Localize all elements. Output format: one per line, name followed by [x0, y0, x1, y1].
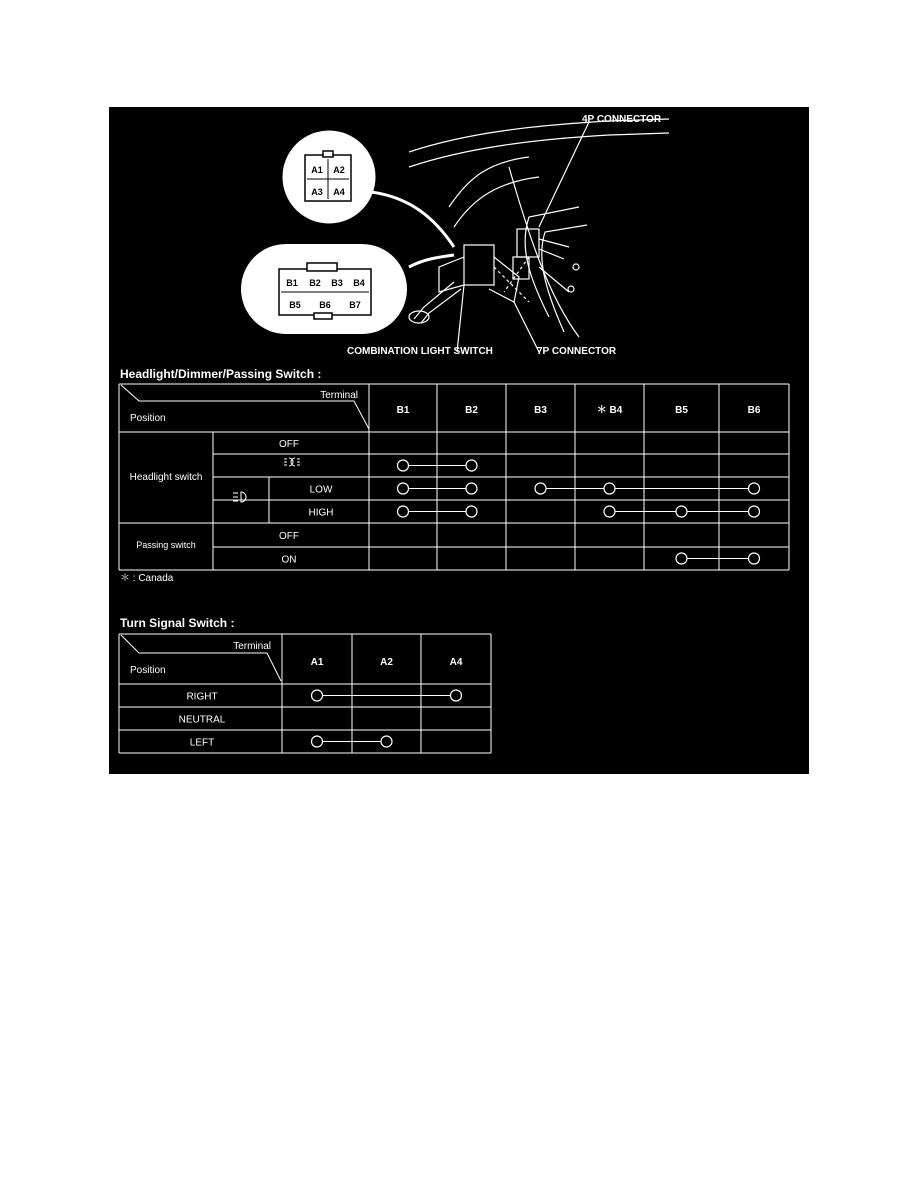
connector-7p-pin-B1: B1: [286, 278, 298, 288]
corner-terminal-label: Terminal: [320, 390, 358, 401]
headlight-row-5-connection-0: [676, 553, 760, 564]
terminal-header-A1: A1: [310, 657, 324, 668]
terminal-header-B2: B2: [465, 405, 478, 416]
row-label-right: RIGHT: [186, 691, 218, 703]
corner-position-label: Position: [130, 665, 166, 676]
callout-combination-switch: COMBINATION LIGHT SWITCH: [347, 346, 493, 357]
terminal-header-B6: B6: [747, 405, 761, 416]
turn-signal-table: [109, 627, 529, 757]
terminal-point: [749, 483, 760, 494]
diagram-panel: [109, 107, 809, 774]
row-label-neutral: NEUTRAL: [178, 714, 226, 726]
terminal-header-A4: A4: [449, 657, 463, 668]
terminal-point: [466, 506, 477, 517]
callout-7p-connector: 7P CONNECTOR: [537, 346, 617, 357]
terminal-point: [466, 483, 477, 494]
headlight-switch-label: Headlight switch: [129, 472, 203, 483]
terminal-header-B5: B5: [675, 405, 688, 416]
headlight-row-3-connection-1: [604, 506, 760, 517]
terminal-point: [676, 506, 687, 517]
terminal-point: [676, 553, 687, 564]
terminal-point: [312, 690, 323, 701]
terminal-header-B3: B3: [534, 405, 547, 416]
row-label-on: ON: [281, 554, 297, 566]
row-label-left: LEFT: [189, 737, 215, 749]
terminal-point: [466, 460, 477, 471]
terminal-header-B1: B1: [396, 405, 410, 416]
headlight-table: [109, 377, 809, 577]
connector-7p-pin-B2: B2: [309, 278, 321, 288]
parking-light-icon: [284, 458, 300, 466]
connector-4p-pin-A2: A2: [333, 165, 345, 175]
terminal-point: [749, 553, 760, 564]
terminal-point: [398, 483, 409, 494]
terminal-point: [398, 460, 409, 471]
connector-7p-pin-B6: B6: [319, 300, 331, 310]
connector-4p-pin-A1: A1: [311, 165, 323, 175]
connector-7p-callout: [241, 244, 407, 334]
row-label-low: LOW: [309, 484, 333, 496]
terminal-point: [381, 736, 392, 747]
row-label-high: HIGH: [308, 507, 334, 519]
connector-7p-pin-B3: B3: [331, 278, 343, 288]
headlight-footnote: ＊ : Canada: [120, 573, 174, 584]
connector-7p-pin-B4: B4: [353, 278, 365, 288]
connector-4p-callout: [283, 131, 375, 223]
terminal-point: [398, 506, 409, 517]
steering-column: [525, 207, 579, 317]
corner-terminal-label: Terminal: [233, 641, 271, 652]
terminal-point: [749, 506, 760, 517]
switch-illustration: [109, 107, 809, 367]
callout-4p-connector: 4P CONNECTOR: [582, 114, 662, 125]
switch-body: [464, 245, 494, 285]
terminal-point: [535, 483, 546, 494]
connector-7p-pin-B7: B7: [349, 300, 361, 310]
terminal-point: [604, 483, 615, 494]
turn-row-0-connection-0: [312, 690, 462, 701]
row-label-off: OFF: [279, 531, 299, 542]
headlight-row-2-connection-1: [535, 483, 760, 494]
terminal-point: [604, 506, 615, 517]
turn-table-title: Turn Signal Switch :: [120, 616, 235, 630]
terminal-point: [451, 690, 462, 701]
connector-7p-pin-B5: B5: [289, 300, 301, 310]
row-label-off: OFF: [279, 439, 299, 450]
terminal-header-B4: ＊ B4: [596, 405, 623, 416]
corner-position-label: Position: [130, 413, 166, 424]
connector-4p-pin-A3: A3: [311, 187, 323, 197]
headlight-table-title: Headlight/Dimmer/Passing Switch :: [120, 367, 322, 381]
connector-4p-pin-A4: A4: [333, 187, 345, 197]
terminal-header-A2: A2: [380, 657, 393, 668]
terminal-point: [312, 736, 323, 747]
passing-switch-label: Passing switch: [136, 540, 196, 550]
switch-stalk: [414, 282, 454, 319]
